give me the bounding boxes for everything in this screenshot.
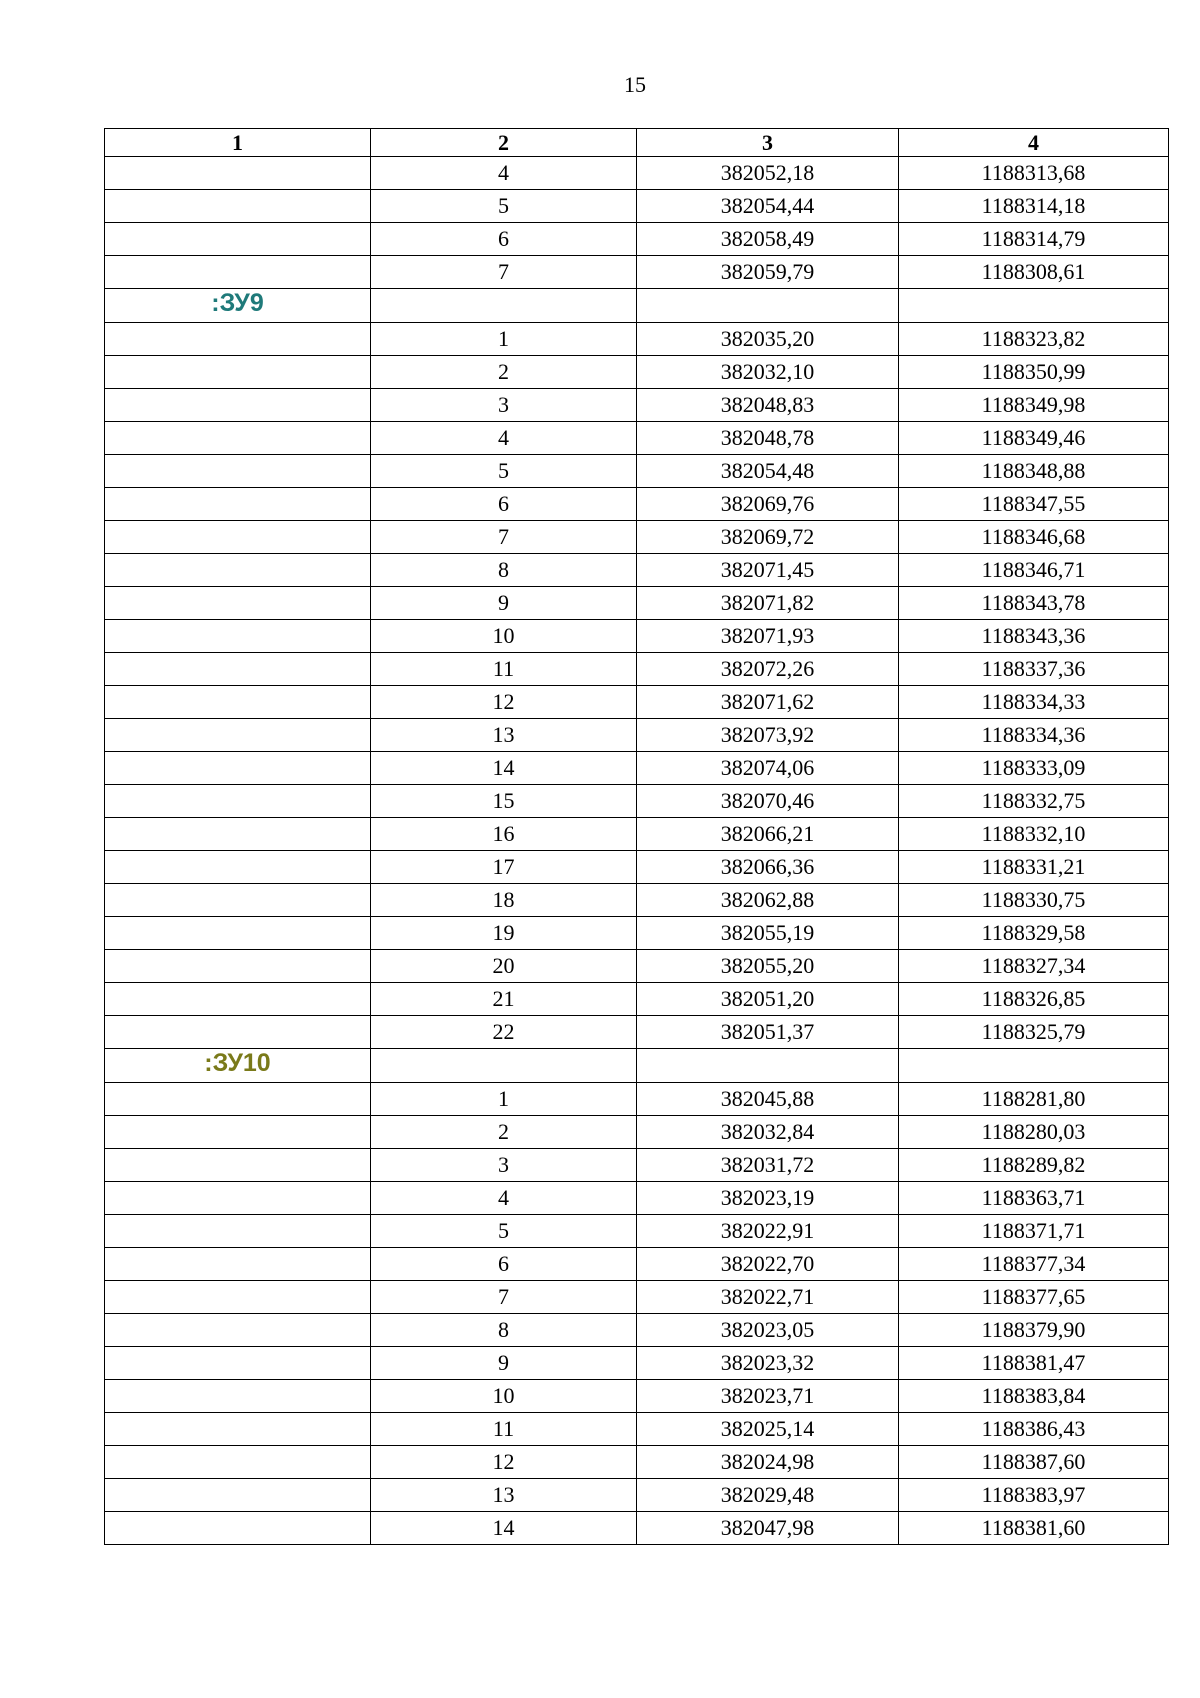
empty-cell xyxy=(105,190,371,223)
empty-cell xyxy=(105,1116,371,1149)
table-row xyxy=(105,1314,1169,1347)
x-coordinate-cell: 382062,88 xyxy=(637,884,899,917)
point-number-cell: 12 xyxy=(371,1446,637,1479)
empty-cell xyxy=(105,1479,371,1512)
point-number-cell: 13 xyxy=(371,719,637,752)
point-number-cell: 6 xyxy=(371,1248,637,1281)
point-number-cell: 3 xyxy=(371,1149,637,1182)
y-coordinate-cell: 1188329,58 xyxy=(899,917,1169,950)
table-row xyxy=(105,1215,1169,1248)
y-coordinate-cell: 1188337,36 xyxy=(899,653,1169,686)
table-row xyxy=(105,983,1169,1016)
y-coordinate-cell: 1188325,79 xyxy=(899,1016,1169,1049)
y-coordinate-cell: 1188334,36 xyxy=(899,719,1169,752)
table-row xyxy=(105,1413,1169,1446)
y-coordinate-cell: 1188363,71 xyxy=(899,1182,1169,1215)
x-coordinate-cell: 382054,44 xyxy=(637,190,899,223)
empty-cell xyxy=(105,1215,371,1248)
empty-cell xyxy=(105,785,371,818)
empty-cell xyxy=(105,1347,371,1380)
point-number-cell: 1 xyxy=(371,323,637,356)
x-coordinate-cell: 382022,71 xyxy=(637,1281,899,1314)
table-row xyxy=(105,686,1169,719)
table-body xyxy=(105,157,1169,1545)
x-coordinate-cell: 382055,19 xyxy=(637,917,899,950)
table-row xyxy=(105,653,1169,686)
x-coordinate-cell: 382073,92 xyxy=(637,719,899,752)
table-row xyxy=(105,1446,1169,1479)
empty-cell xyxy=(105,488,371,521)
empty-cell xyxy=(105,157,371,190)
empty-cell xyxy=(105,752,371,785)
header-col-3: 3 xyxy=(637,129,899,157)
y-coordinate-cell: 1188331,21 xyxy=(899,851,1169,884)
empty-cell xyxy=(105,422,371,455)
section-label: :ЗУ9 xyxy=(211,289,264,317)
section-label-cell xyxy=(105,289,371,323)
point-number-cell: 3 xyxy=(371,389,637,422)
y-coordinate-cell: 1188383,97 xyxy=(899,1479,1169,1512)
table-row xyxy=(105,752,1169,785)
x-coordinate-cell: 382035,20 xyxy=(637,323,899,356)
empty-cell xyxy=(105,1083,371,1116)
table-row xyxy=(105,389,1169,422)
empty-cell xyxy=(105,620,371,653)
y-coordinate-cell: 1188346,68 xyxy=(899,521,1169,554)
point-number-cell: 5 xyxy=(371,190,637,223)
y-coordinate-cell: 1188327,34 xyxy=(899,950,1169,983)
point-number-cell: 17 xyxy=(371,851,637,884)
y-coordinate-cell: 1188377,65 xyxy=(899,1281,1169,1314)
x-coordinate-cell: 382070,46 xyxy=(637,785,899,818)
y-coordinate-cell: 1188289,82 xyxy=(899,1149,1169,1182)
point-number-cell: 20 xyxy=(371,950,637,983)
empty-cell xyxy=(371,289,637,323)
x-coordinate-cell: 382031,72 xyxy=(637,1149,899,1182)
y-coordinate-cell: 1188386,43 xyxy=(899,1413,1169,1446)
empty-cell xyxy=(105,1512,371,1545)
header-col-2: 2 xyxy=(371,129,637,157)
table-row xyxy=(105,422,1169,455)
table-row xyxy=(105,190,1169,223)
point-number-cell: 5 xyxy=(371,455,637,488)
empty-cell xyxy=(105,554,371,587)
x-coordinate-cell: 382058,49 xyxy=(637,223,899,256)
y-coordinate-cell: 1188349,46 xyxy=(899,422,1169,455)
empty-cell xyxy=(105,1182,371,1215)
point-number-cell: 1 xyxy=(371,1083,637,1116)
table-row xyxy=(105,587,1169,620)
point-number-cell: 7 xyxy=(371,256,637,289)
table-row xyxy=(105,851,1169,884)
table-row xyxy=(105,950,1169,983)
empty-cell xyxy=(105,851,371,884)
empty-cell xyxy=(105,1413,371,1446)
point-number-cell: 18 xyxy=(371,884,637,917)
x-coordinate-cell: 382023,71 xyxy=(637,1380,899,1413)
x-coordinate-cell: 382032,10 xyxy=(637,356,899,389)
x-coordinate-cell: 382071,82 xyxy=(637,587,899,620)
section-row xyxy=(105,289,1169,323)
x-coordinate-cell: 382023,19 xyxy=(637,1182,899,1215)
y-coordinate-cell: 1188379,90 xyxy=(899,1314,1169,1347)
point-number-cell: 22 xyxy=(371,1016,637,1049)
x-coordinate-cell: 382047,98 xyxy=(637,1512,899,1545)
y-coordinate-cell: 1188383,84 xyxy=(899,1380,1169,1413)
empty-cell xyxy=(899,289,1169,323)
point-number-cell: 6 xyxy=(371,488,637,521)
empty-cell xyxy=(637,289,899,323)
x-coordinate-cell: 382032,84 xyxy=(637,1116,899,1149)
header-col-1: 1 xyxy=(105,129,371,157)
point-number-cell: 7 xyxy=(371,1281,637,1314)
x-coordinate-cell: 382045,88 xyxy=(637,1083,899,1116)
y-coordinate-cell: 1188308,61 xyxy=(899,256,1169,289)
point-number-cell: 4 xyxy=(371,157,637,190)
table-row xyxy=(105,1380,1169,1413)
x-coordinate-cell: 382072,26 xyxy=(637,653,899,686)
empty-cell xyxy=(105,686,371,719)
x-coordinate-cell: 382051,37 xyxy=(637,1016,899,1049)
table-row xyxy=(105,1083,1169,1116)
point-number-cell: 14 xyxy=(371,752,637,785)
table-row xyxy=(105,323,1169,356)
x-coordinate-cell: 382066,21 xyxy=(637,818,899,851)
point-number-cell: 14 xyxy=(371,1512,637,1545)
y-coordinate-cell: 1188313,68 xyxy=(899,157,1169,190)
x-coordinate-cell: 382048,83 xyxy=(637,389,899,422)
table-row xyxy=(105,719,1169,752)
table-row xyxy=(105,157,1169,190)
empty-cell xyxy=(105,719,371,752)
empty-cell xyxy=(899,1049,1169,1083)
y-coordinate-cell: 1188348,88 xyxy=(899,455,1169,488)
table-row xyxy=(105,256,1169,289)
empty-cell xyxy=(105,1248,371,1281)
y-coordinate-cell: 1188381,47 xyxy=(899,1347,1169,1380)
y-coordinate-cell: 1188281,80 xyxy=(899,1083,1169,1116)
point-number-cell: 8 xyxy=(371,1314,637,1347)
table-row xyxy=(105,1281,1169,1314)
y-coordinate-cell: 1188280,03 xyxy=(899,1116,1169,1149)
table-row xyxy=(105,1149,1169,1182)
table-row xyxy=(105,455,1169,488)
table-row xyxy=(105,785,1169,818)
y-coordinate-cell: 1188381,60 xyxy=(899,1512,1169,1545)
empty-cell xyxy=(105,950,371,983)
empty-cell xyxy=(105,983,371,1016)
x-coordinate-cell: 382048,78 xyxy=(637,422,899,455)
y-coordinate-cell: 1188333,09 xyxy=(899,752,1169,785)
coordinates-table xyxy=(104,128,1169,1545)
empty-cell xyxy=(105,1016,371,1049)
table-row xyxy=(105,620,1169,653)
empty-cell xyxy=(105,884,371,917)
empty-cell xyxy=(105,587,371,620)
table-row xyxy=(105,884,1169,917)
table-row xyxy=(105,818,1169,851)
point-number-cell: 9 xyxy=(371,587,637,620)
table-row xyxy=(105,1347,1169,1380)
empty-cell xyxy=(105,455,371,488)
point-number-cell: 10 xyxy=(371,1380,637,1413)
y-coordinate-cell: 1188332,75 xyxy=(899,785,1169,818)
point-number-cell: 11 xyxy=(371,653,637,686)
point-number-cell: 4 xyxy=(371,422,637,455)
y-coordinate-cell: 1188314,18 xyxy=(899,190,1169,223)
empty-cell xyxy=(105,256,371,289)
point-number-cell: 2 xyxy=(371,356,637,389)
y-coordinate-cell: 1188343,78 xyxy=(899,587,1169,620)
table-row xyxy=(105,1512,1169,1545)
empty-cell xyxy=(637,1049,899,1083)
empty-cell xyxy=(105,1281,371,1314)
table-row xyxy=(105,1016,1169,1049)
y-coordinate-cell: 1188332,10 xyxy=(899,818,1169,851)
y-coordinate-cell: 1188371,71 xyxy=(899,1215,1169,1248)
y-coordinate-cell: 1188326,85 xyxy=(899,983,1169,1016)
y-coordinate-cell: 1188314,79 xyxy=(899,223,1169,256)
table-header-row xyxy=(105,129,1169,157)
y-coordinate-cell: 1188330,75 xyxy=(899,884,1169,917)
y-coordinate-cell: 1188323,82 xyxy=(899,323,1169,356)
point-number-cell: 13 xyxy=(371,1479,637,1512)
empty-cell xyxy=(105,521,371,554)
empty-cell xyxy=(105,1380,371,1413)
empty-cell xyxy=(105,1314,371,1347)
header-col-4: 4 xyxy=(899,129,1169,157)
table-row xyxy=(105,1248,1169,1281)
table-row xyxy=(105,1182,1169,1215)
x-coordinate-cell: 382074,06 xyxy=(637,752,899,785)
table-row xyxy=(105,917,1169,950)
x-coordinate-cell: 382022,70 xyxy=(637,1248,899,1281)
empty-cell xyxy=(105,1149,371,1182)
x-coordinate-cell: 382069,76 xyxy=(637,488,899,521)
y-coordinate-cell: 1188347,55 xyxy=(899,488,1169,521)
point-number-cell: 6 xyxy=(371,223,637,256)
point-number-cell: 12 xyxy=(371,686,637,719)
table-row xyxy=(105,521,1169,554)
point-number-cell: 19 xyxy=(371,917,637,950)
x-coordinate-cell: 382023,32 xyxy=(637,1347,899,1380)
x-coordinate-cell: 382071,62 xyxy=(637,686,899,719)
section-label: :ЗУ10 xyxy=(204,1049,271,1077)
point-number-cell: 7 xyxy=(371,521,637,554)
x-coordinate-cell: 382022,91 xyxy=(637,1215,899,1248)
section-label-cell xyxy=(105,1049,371,1083)
x-coordinate-cell: 382051,20 xyxy=(637,983,899,1016)
x-coordinate-cell: 382071,93 xyxy=(637,620,899,653)
x-coordinate-cell: 382054,48 xyxy=(637,455,899,488)
point-number-cell: 11 xyxy=(371,1413,637,1446)
table-row xyxy=(105,488,1169,521)
point-number-cell: 10 xyxy=(371,620,637,653)
empty-cell xyxy=(105,389,371,422)
x-coordinate-cell: 382052,18 xyxy=(637,157,899,190)
y-coordinate-cell: 1188377,34 xyxy=(899,1248,1169,1281)
table-row xyxy=(105,554,1169,587)
x-coordinate-cell: 382023,05 xyxy=(637,1314,899,1347)
empty-cell xyxy=(105,818,371,851)
table-row xyxy=(105,1479,1169,1512)
x-coordinate-cell: 382059,79 xyxy=(637,256,899,289)
x-coordinate-cell: 382024,98 xyxy=(637,1446,899,1479)
empty-cell xyxy=(105,1446,371,1479)
y-coordinate-cell: 1188343,36 xyxy=(899,620,1169,653)
empty-cell xyxy=(105,356,371,389)
x-coordinate-cell: 382055,20 xyxy=(637,950,899,983)
point-number-cell: 2 xyxy=(371,1116,637,1149)
x-coordinate-cell: 382069,72 xyxy=(637,521,899,554)
empty-cell xyxy=(105,223,371,256)
point-number-cell: 8 xyxy=(371,554,637,587)
page-number: 15 xyxy=(624,72,646,97)
x-coordinate-cell: 382025,14 xyxy=(637,1413,899,1446)
y-coordinate-cell: 1188387,60 xyxy=(899,1446,1169,1479)
y-coordinate-cell: 1188349,98 xyxy=(899,389,1169,422)
section-row xyxy=(105,1049,1169,1083)
table-row xyxy=(105,223,1169,256)
y-coordinate-cell: 1188350,99 xyxy=(899,356,1169,389)
empty-cell xyxy=(105,653,371,686)
point-number-cell: 15 xyxy=(371,785,637,818)
x-coordinate-cell: 382071,45 xyxy=(637,554,899,587)
empty-cell xyxy=(105,323,371,356)
empty-cell xyxy=(105,917,371,950)
point-number-cell: 21 xyxy=(371,983,637,1016)
x-coordinate-cell: 382029,48 xyxy=(637,1479,899,1512)
point-number-cell: 5 xyxy=(371,1215,637,1248)
y-coordinate-cell: 1188334,33 xyxy=(899,686,1169,719)
y-coordinate-cell: 1188346,71 xyxy=(899,554,1169,587)
empty-cell xyxy=(371,1049,637,1083)
x-coordinate-cell: 382066,36 xyxy=(637,851,899,884)
point-number-cell: 16 xyxy=(371,818,637,851)
table-row xyxy=(105,1116,1169,1149)
point-number-cell: 4 xyxy=(371,1182,637,1215)
point-number-cell: 9 xyxy=(371,1347,637,1380)
table-row xyxy=(105,356,1169,389)
